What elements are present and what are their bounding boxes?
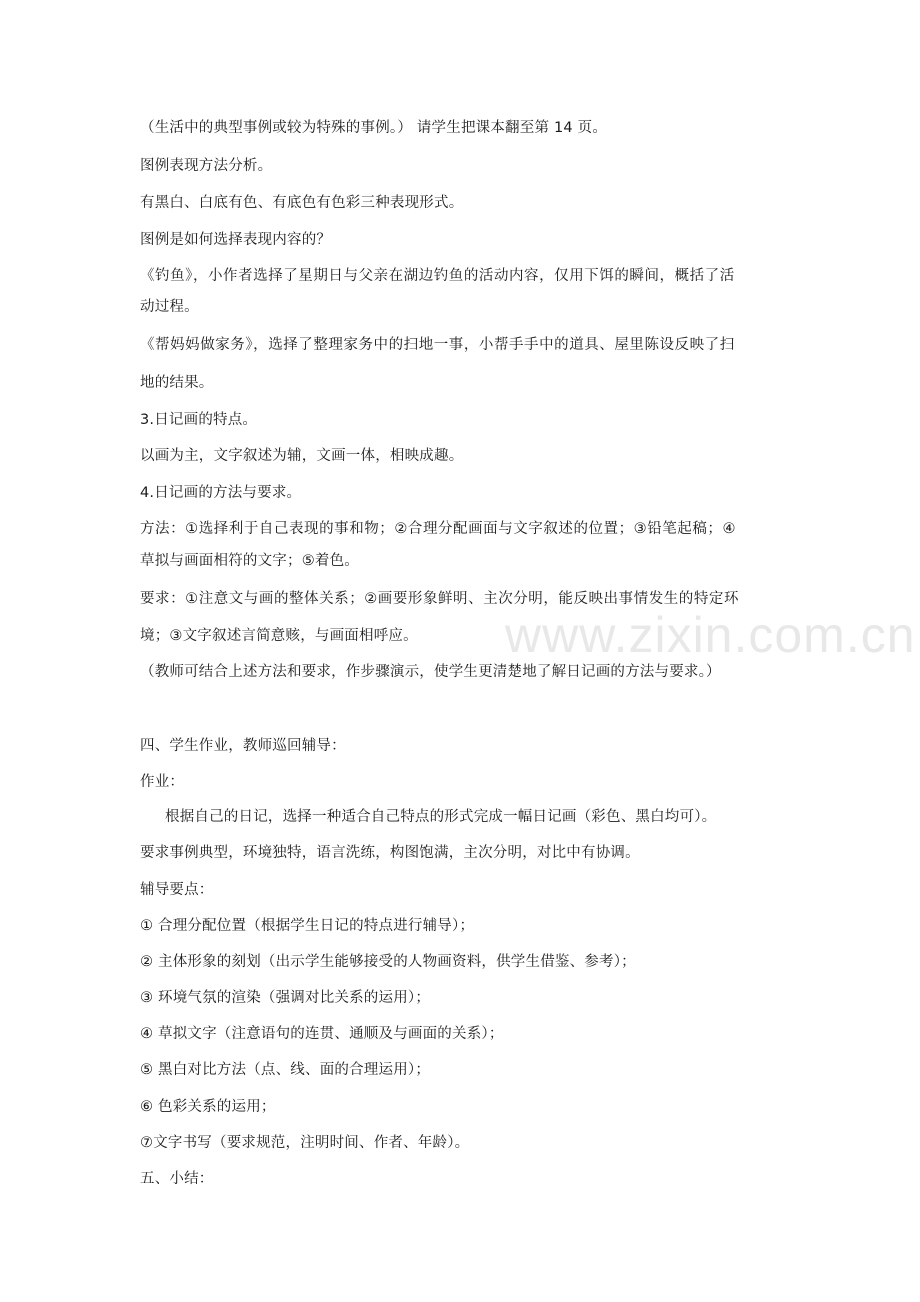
watermark: www.zixin.com.cn	[505, 607, 916, 663]
text-line: 图例是如何选择表现内容的？	[140, 232, 332, 248]
text-line: 根据自己的日记，选择一种适合自己特点的形式完成一幅日记画（彩色、黑白均可）。	[165, 809, 717, 825]
list-item: ① 合理分配位置（根据学生日记的特点进行辅导）；	[140, 918, 475, 934]
text-line: 草拟与画面相符的文字；⑤着色。	[140, 553, 359, 569]
section-heading: 3.日记画的特点。	[140, 412, 258, 428]
text-line: 要求事例典型，环境独特，语言洗练，构图饱满，主次分明，对比中有协调。	[140, 845, 640, 861]
text-line: 图例表现方法分析。	[140, 158, 273, 174]
section-heading: 四、学生作业，教师巡回辅导：	[140, 738, 346, 754]
text-line: （生活中的典型事例或较为特殊的事例。） 请学生把课本翻至第 14 页。	[140, 120, 608, 136]
text-line: 方法：①选择利于自己表现的事和物；②合理分配画面与文字叙述的位置；③铅笔起稿；④	[140, 521, 736, 537]
list-item: ⑥ 色彩关系的运用；	[140, 1099, 276, 1115]
list-item: ③ 环境气氛的渲染（强调对比关系的运用）；	[140, 990, 431, 1006]
text-line: （教师可结合上述方法和要求，作步骤演示，使学生更清楚地了解日记画的方法与要求。）	[140, 664, 721, 680]
text-line: 要求：①注意文与画的整体关系；②画要形象鲜明、主次分明，能反映出事情发生的特定环	[140, 591, 739, 607]
text-line: 以画为主，文字叙述为辅，文画一体，相映成趣。	[140, 448, 464, 464]
list-item: ④ 草拟文字（注意语句的连贯、通顺及与画面的关系）；	[140, 1026, 504, 1042]
text-line: 作业：	[140, 774, 185, 790]
text-line: 境；③文字叙述言简意赅，与画面相呼应。	[140, 628, 418, 644]
list-item: ⑤ 黑白对比方法（点、线、面的合理运用）；	[140, 1062, 431, 1078]
text-line: 《钓鱼》，小作者选择了星期日与父亲在湖边钓鱼的活动内容，仅用下饵的瞬间，概括了活	[140, 268, 735, 284]
list-item: ② 主体形象的刻划（出示学生能够接受的人物画资料，供学生借鉴、参考）；	[140, 954, 636, 970]
text-line: 地的结果。	[140, 375, 214, 391]
section-heading: 4.日记画的方法与要求。	[140, 485, 302, 501]
text-line: 《帮妈妈做家务》，选择了整理家务中的扫地一事，小帮手手中的道具、屋里陈设反映了扫	[140, 337, 735, 353]
section-heading: 五、小结：	[140, 1171, 214, 1187]
text-line: 动过程。	[140, 299, 199, 315]
text-line: 辅导要点：	[140, 882, 214, 898]
list-item: ⑦文字书写（要求规范，注明时间、作者、年龄）。	[140, 1135, 470, 1151]
text-line: 有黑白、白底有色、有底色有色彩三种表现形式。	[140, 195, 464, 211]
